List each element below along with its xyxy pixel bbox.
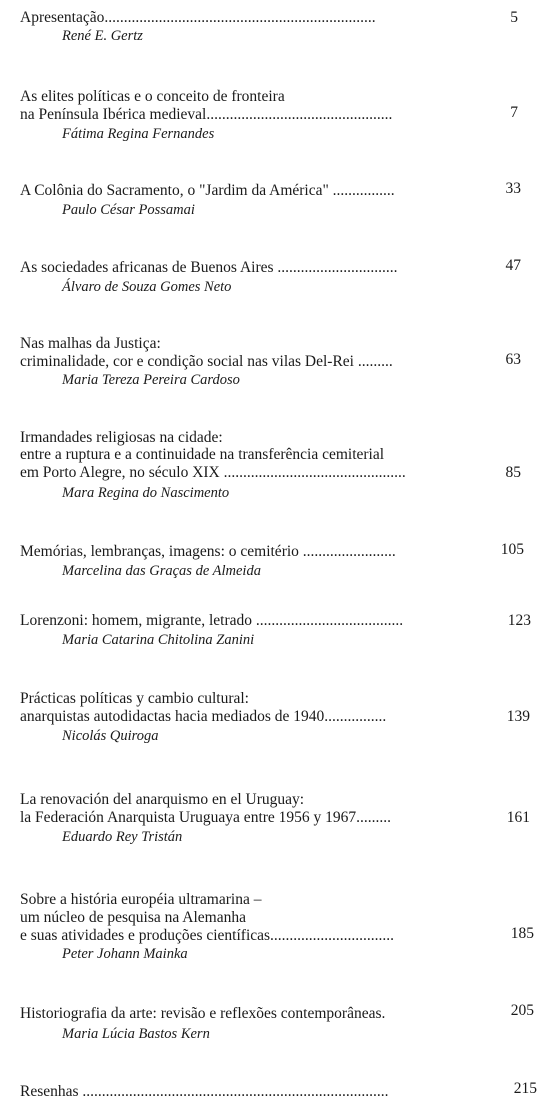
entry-page-number: 139 <box>506 708 530 725</box>
entry-title: A Colônia do Sacramento, o "Jardim da América" ................ <box>20 182 395 199</box>
entry-author: Mara Regina do Nascimento <box>62 485 230 501</box>
entry-title: Irmandades religiosas na cidade: <box>20 429 223 446</box>
entry-author: Peter Johann Mainka <box>62 946 188 962</box>
entry-page-number: 33 <box>505 180 521 197</box>
entry-title: Apresentação...................................................................... <box>20 9 376 26</box>
entry-author: Paulo César Possamai <box>62 202 195 218</box>
entry-title: entre a ruptura e a continuidade na transferência cemiterial <box>20 446 385 463</box>
entry-author: Maria Tereza Pereira Cardoso <box>62 372 240 388</box>
entry-page-number: 47 <box>505 257 521 274</box>
entry-page-number: 215 <box>513 1080 537 1097</box>
entry-page-number: 63 <box>505 351 521 368</box>
entry-title: As sociedades africanas de Buenos Aires ............................... <box>20 259 398 276</box>
entry-author: Marcelina das Graças de Almeida <box>62 563 261 579</box>
entry-page-number: 123 <box>507 612 531 629</box>
entry-title: La renovación del anarquismo en el Uruguay: <box>20 791 305 808</box>
entry-page-number: 185 <box>510 925 534 942</box>
entry-title: um núcleo de pesquisa na Alemanha <box>20 909 246 926</box>
entry-author: Nicolás Quiroga <box>62 728 159 744</box>
entry-title: Memórias, lembranças, imagens: o cemitério ........................ <box>20 543 396 560</box>
entry-title: la Federación Anarquista Uruguaya entre 1956 y 1967......... <box>20 809 392 826</box>
entry-title: na Península Ibérica medieval................................................ <box>20 106 393 123</box>
entry-title: Prácticas políticas y cambio cultural: <box>20 690 249 707</box>
entry-author: Álvaro de Souza Gomes Neto <box>62 279 232 295</box>
entry-title: Resenhas ............................................................................... <box>20 1083 389 1100</box>
entry-page-number: 205 <box>510 1002 534 1019</box>
entry-page-number: 7 <box>510 104 518 121</box>
entry-title: Sobre a história européia ultramarina – <box>20 891 262 908</box>
entry-title: Nas malhas da Justiça: <box>20 335 161 352</box>
entry-author: Maria Lúcia Bastos Kern <box>62 1026 210 1042</box>
entry-title: em Porto Alegre, no século XIX ............................................... <box>20 464 406 481</box>
entry-author: Eduardo Rey Tristán <box>62 829 183 845</box>
entry-author: Maria Catarina Chitolina Zanini <box>62 632 255 648</box>
entry-author: Fátima Regina Fernandes <box>62 126 215 142</box>
entry-author: René E. Gertz <box>62 28 143 44</box>
entry-title: anarquistas autodidactas hacia mediados de 1940................ <box>20 708 387 725</box>
entry-page-number: 161 <box>506 809 530 826</box>
entry-title: criminalidade, cor e condição social nas vilas Del-Rei ......... <box>20 353 393 370</box>
entry-title: e suas atividades e produções científicas................................ <box>20 927 395 944</box>
entry-page-number: 105 <box>500 541 524 558</box>
entry-page-number: 5 <box>510 9 518 26</box>
entry-title: Lorenzoni: homem, migrante, letrado ...................................... <box>20 612 404 629</box>
entry-page-number: 85 <box>505 464 521 481</box>
entry-title: Historiografia da arte: revisão e reflexões contemporâneas. <box>20 1005 386 1022</box>
entry-title: As elites políticas e o conceito de fronteira <box>20 88 285 105</box>
